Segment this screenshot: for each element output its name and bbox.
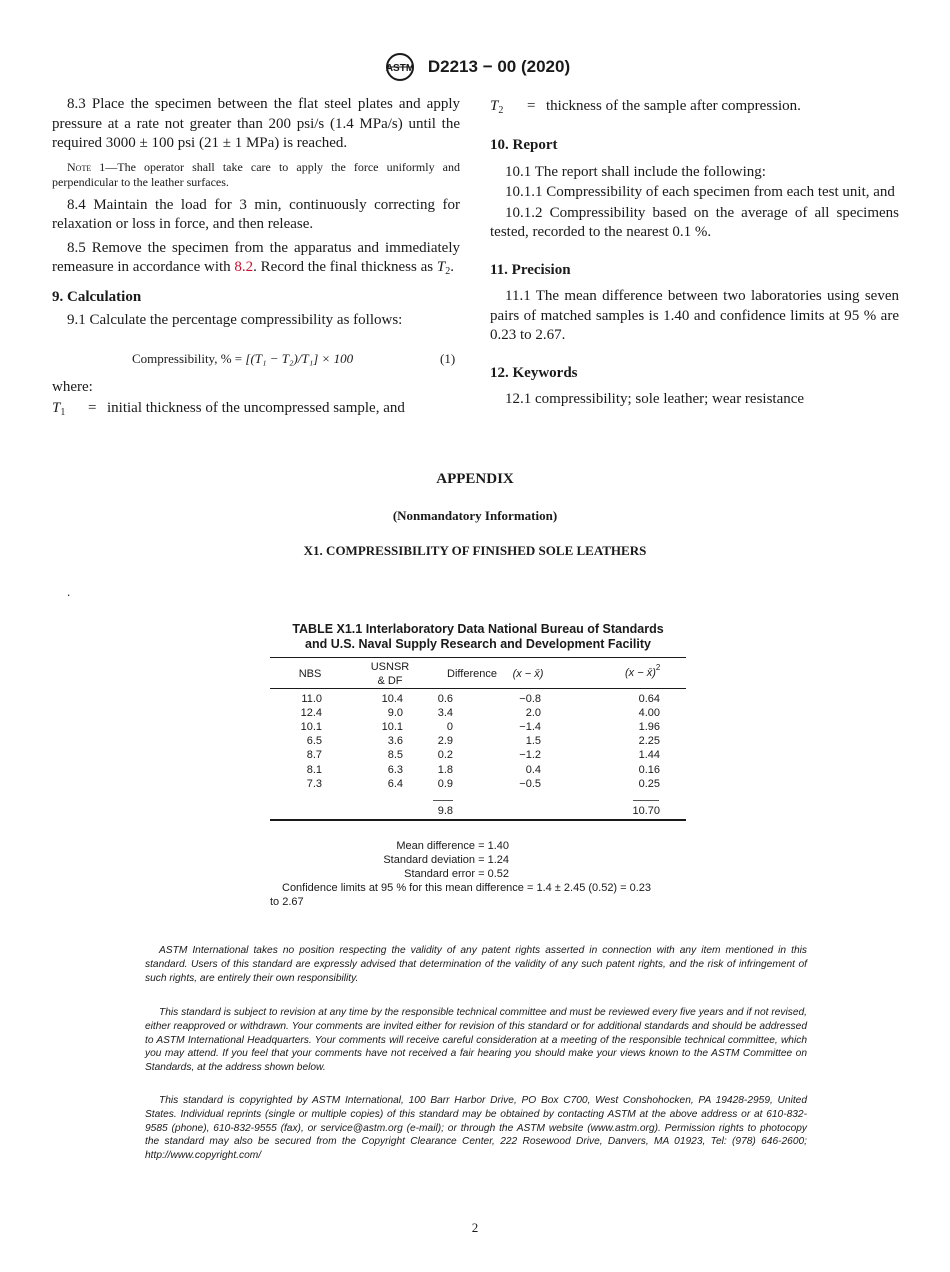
para-12-1: 12.1 compressibility; sole leather; wear resistance (505, 391, 805, 407)
cell-nbs: 11.0 (301, 693, 322, 705)
cell-usnsr: 6.4 (387, 777, 403, 790)
cell-nbs: 10.1 (300, 721, 322, 734)
cell-deviation: −1.2 (519, 749, 541, 762)
col-header-deviation: (x − x̄) (512, 668, 544, 680)
mean-difference: Mean difference = 1.40 (396, 840, 509, 852)
cell-usnsr: 10.4 (381, 693, 403, 705)
cell-difference: 3.4 (437, 707, 453, 720)
equation-number: (1) (440, 351, 456, 366)
cell-difference: 0 (446, 721, 453, 734)
heading-9: 9. Calculation (52, 288, 142, 305)
total-deviation-squared: 10.70 (632, 805, 660, 817)
table-top-rule (270, 657, 686, 658)
col-header-difference: Difference (447, 668, 497, 680)
table-bottom-rule (270, 819, 686, 821)
cell-deviation: −0.5 (519, 777, 541, 790)
where-label: where: (52, 379, 93, 395)
heading-11: 11. Precision (490, 261, 571, 278)
equation: Compressibility, % = [(T₁ − T₂)/T₁] × 100 (132, 351, 354, 366)
appendix-title: APPENDIX (436, 471, 514, 487)
document-code: D2213 − 00 (2020) (427, 57, 571, 76)
cell-usnsr: 9.0 (387, 707, 403, 720)
confidence-limits-line1: Confidence limits at 95 % for this mean difference = 1.4 ± 2.45 (0.52) = 0.23 (282, 882, 652, 894)
cell-difference: 1.8 (437, 763, 453, 776)
t2-equals: = (527, 98, 536, 114)
t1-definition: initial thickness of the uncompressed sample, and (107, 400, 405, 416)
cell-nbs: 8.7 (306, 749, 322, 762)
para-10-1-1: 10.1.1 Compressibility of each specimen from each test unit, and (505, 184, 895, 200)
col-header-deviation-squared: (x − x̄)$^2$ (625, 663, 661, 679)
cell-deviation: −1.4 (519, 721, 541, 734)
para-9-1: 9.1 Calculate the percentage compressibility as follows: (67, 312, 403, 328)
appendix-section-title: X1. COMPRESSIBILITY OF FINISHED SOLE LEATHERS (303, 543, 647, 558)
left-column (52, 95, 460, 331)
sum-rule-deviation-squared (633, 800, 659, 801)
t2-definition: thickness of the sample after compression. (546, 98, 801, 114)
t2-variable: $T_2$ (490, 98, 504, 116)
t1-variable: $T_1$ (52, 400, 66, 418)
standard-error: Standard error = 0.52 (404, 868, 509, 880)
cell-deviation-squared: 2.25 (638, 735, 660, 748)
cell-difference: 0.6 (437, 693, 453, 705)
cell-deviation-squared: 4.00 (638, 707, 660, 720)
cell-deviation: 1.5 (525, 735, 541, 748)
total-difference: 9.8 (437, 805, 453, 817)
confidence-limits-line2: to 2.67 (270, 896, 304, 908)
table-header-rule (270, 688, 686, 689)
para-8-5: 8.5 Remove the specimen from the apparatus and immediately remeasure in accordance with 8.2. Record the final thickness as $T_2$. (52, 239, 460, 277)
astm-logo (380, 52, 420, 82)
copyright-notice: This standard is copyrighted by ASTM International, 100 Barr Harbor Drive, PO Box C700, West Conshohocken, PA 19428-2959, United States. Individual reprints (single or multiple copies) of this standard may be obtained by contacting ASTM at the above address or at 610-832-9585 (phone), 610-832-9555 (fax), or service@astm.org (e-mail); or through the ASTM website (www.astm.org). Permission rights to photocopy the standard may also be secured from the Copyright Clearance Center, 222 Rosewood Drive, Danvers, MA 01923, Tel: (978) 646-2600; http://www.copyright.com/ (145, 1095, 807, 1162)
heading-12: 12. Keywords (490, 364, 578, 381)
para-8-4: 8.4 Maintain the load for 3 min, continuously correcting for relaxation or loss in force, and then release. (52, 196, 460, 232)
standard-deviation: Standard deviation = 1.24 (383, 854, 509, 866)
cell-nbs: 7.3 (306, 777, 322, 790)
right-column (490, 136, 899, 410)
cell-nbs: 8.1 (306, 763, 322, 776)
cell-deviation-squared: 1.44 (638, 749, 660, 762)
t1-equals: = (88, 400, 97, 416)
cell-deviation-squared: 0.64 (638, 693, 660, 705)
para-10-1: 10.1 The report shall include the following: (505, 163, 766, 180)
cell-usnsr: 8.5 (387, 749, 403, 762)
cell-deviation-squared: 0.16 (638, 763, 660, 776)
patent-notice: ASTM International takes no position respecting the validity of any patent rights asserted in connection with any item mentioned in this standard. Users of this standard are expressly advised that determination of the validity of any such patent rights, and the risk of infringement of such rights, are entirely their own responsibility. (145, 945, 807, 984)
heading-10: 10. Report (490, 137, 558, 153)
cell-difference: 0.9 (437, 777, 453, 790)
cell-deviation: −0.8 (519, 693, 541, 705)
para-8-3: 8.3 Place the specimen between the flat steel plates and apply pressure at a rate not greater than 200 psi/s (1.4 MPa/s) until the required 3000 ± 100 psi (21 ± 1 MPa) is reached. (52, 96, 460, 151)
cell-deviation: 0.4 (525, 763, 541, 776)
stray-dot: . (67, 584, 71, 599)
sum-rule-difference (433, 800, 453, 801)
cell-difference: 2.9 (437, 735, 453, 748)
col-header-nbs: NBS (298, 668, 322, 680)
page-number: 2 (471, 1220, 479, 1235)
cell-usnsr: 10.1 (381, 721, 403, 734)
svg-text:ASTM: ASTM (385, 63, 415, 74)
cell-difference: 0.2 (437, 749, 453, 762)
link-8-2[interactable]: 8.2 (234, 259, 254, 275)
appendix-subtitle: (Nonmandatory Information) (392, 508, 558, 523)
revision-notice: This standard is subject to revision at any time by the responsible technical committee and must be reviewed every five years and if not revised, either reapproved or withdrawn. Your comments are invited either for revision of this standard or for additional standards and should be addressed to ASTM International Headquarters. Your comments will receive careful consideration at a meeting of the responsible technical committee, which you may attend. If you feel that your comments have not received a fair hearing you should make your views known to the ASTM Committee on Standards, at the address shown below. (145, 1007, 807, 1074)
table-title: TABLE X1.1 Interlaboratory Data National Bureau of Standards and U.S. Naval Supply Research and Development Facility (292, 622, 664, 651)
cell-usnsr: 3.6 (387, 735, 403, 748)
cell-nbs: 12.4 (300, 707, 322, 720)
equation-body: [(T₁ − T₂)/T₁] × 100 (245, 351, 354, 366)
cell-deviation-squared: 1.96 (638, 721, 660, 734)
para-10-1-2: 10.1.2 Compressibility based on the average of all specimens tested, recorded to the nearest 0.1 %. (490, 204, 899, 240)
cell-deviation-squared: 0.25 (638, 777, 660, 790)
note-1: Note 1—The operator shall take care to apply the force uniformly and perpendicular to the leather surfaces. (52, 159, 460, 189)
cell-usnsr: 6.3 (387, 763, 403, 776)
col-header-usnsr: USNSR & DF (370, 661, 410, 687)
para-11-1: 11.1 The mean difference between two laboratories using seven pairs of matched samples is 1.40 and confidence limits at 95 % are 0.23 to 2.67. (490, 288, 899, 343)
page-header (0, 52, 950, 82)
cell-nbs: 6.5 (306, 735, 322, 748)
cell-deviation: 2.0 (525, 707, 541, 720)
